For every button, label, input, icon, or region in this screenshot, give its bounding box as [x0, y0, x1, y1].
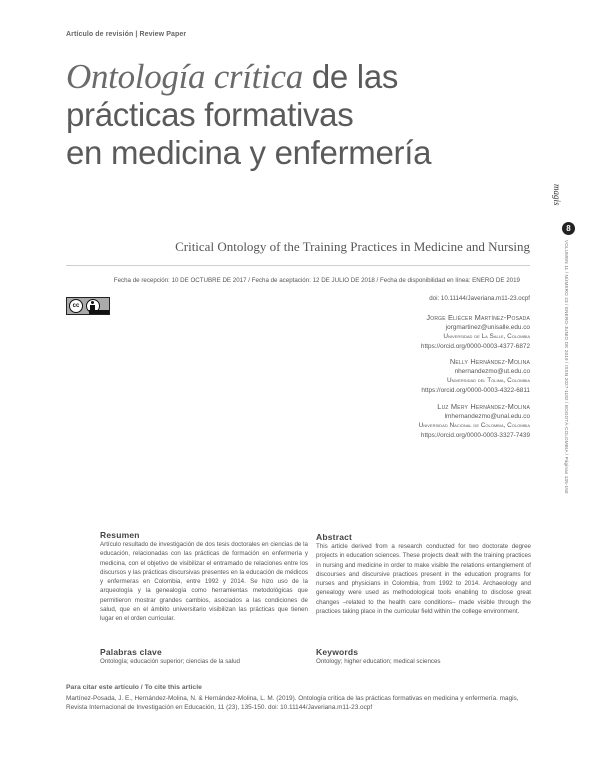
abstract-body: This article derived from a research conducted for two doctorate degree projects in education sciences. These projects dealt with the training practices in nursing and medicine in order to make visible the relations entanglement of discourses and discursive practices present in the education programs for nurses and physicians in Colombia, from 1992 to 2014. Archaeology and genealogy were used as methodological tools enabling to disclose great changes –related to the health care conditions– made visible through the practices taking place in the curricular field within the college environment. — [316, 543, 531, 616]
magis-logo: magis — [552, 184, 562, 206]
dates-line: Fecha de recepción: 10 DE OCTUBRE DE 2017 / Fecha de aceptación: 12 DE JULIO DE 2018 / Fecha de disponibilidad en línea: ENERO DE 2019 — [113, 277, 520, 284]
cc-icon: cc — [69, 299, 83, 313]
english-title: Critical Ontology of the Training Practices in Medicine and Nursing — [175, 239, 530, 254]
resumen-section — [100, 530, 308, 624]
author-block-3 — [419, 402, 530, 440]
cc-license-badge[interactable] — [66, 297, 110, 315]
article-title — [66, 58, 506, 172]
palabras-clave-section — [100, 647, 308, 666]
keywords-heading: Keywords — [316, 647, 359, 657]
author-institution: Universidad Nacional de Colombia, Colombia — [418, 422, 530, 429]
license-strip — [89, 310, 109, 314]
keywords-section — [316, 647, 531, 666]
citation-text: Martínez-Posada, J. E., Hernández-Molina, N. & Hernández-Molina, L. M. (2019). Ontología crítica de las prácticas formativas en medicina y enfermería. magis, Revista Internacional de Investigación en Educación, 11 (23), 135-150. doi: 10.11144/Javeriana.m11-23.ocpf — [66, 695, 519, 712]
author-email[interactable]: lmhernandezmo@unal.edu.co — [444, 412, 530, 420]
author-orcid[interactable]: https://orcid.org/0000-0003-4322-6811 — [421, 386, 530, 394]
keywords-body: Ontology; higher education; medical sciences — [316, 658, 441, 665]
palabras-clave-heading: Palabras clave — [100, 647, 162, 657]
author-orcid[interactable]: https://orcid.org/0000-0003-3327-7439 — [420, 431, 530, 439]
abstract-heading: Abstract — [316, 532, 353, 542]
author-block-1 — [421, 313, 530, 351]
author-institution: Universidad de La Salle, Colombia — [443, 333, 530, 340]
author-institution: Universidad del Tolima, Colombia — [446, 377, 530, 384]
author-block-2 — [421, 357, 530, 395]
title-line2: prácticas formativas — [66, 96, 354, 133]
abstract-section — [316, 532, 531, 616]
author-email[interactable]: jorgmartinez@unisalle.edu.co — [445, 323, 530, 331]
page-badge: 8 — [562, 222, 575, 235]
spine-text: VOLUMEN 11 / NÚMERO 23 / ENERO-JUNIO DE 2019 / ISSN 2027-1182 / BOGOTÁ-COLOMBIA / Páginas 135-150 — [564, 240, 569, 494]
title-italic: Ontología crítica — [66, 57, 303, 96]
author-name: Jorge Eliécer Martínez-Posada — [426, 313, 530, 322]
author-email[interactable]: nhernandezmo@ut.edu.co — [454, 367, 530, 375]
citation-label: Para citar este artículo / To cite this article — [66, 684, 202, 691]
doi-line[interactable]: doi: 10.11144/Javeriana.m11-23.ocpf — [429, 295, 530, 302]
resumen-heading: Resumen — [100, 530, 140, 540]
section-label: Artículo de revisión | Review Paper — [66, 31, 187, 38]
palabras-clave-body: Ontología; educación superior; ciencias de la salud — [100, 658, 240, 665]
title-line3: en medicina y enfermería — [66, 134, 432, 171]
author-name: Nelly Hernández-Molina — [449, 357, 530, 366]
resumen-body: Artículo resultado de investigación de dos tesis doctorales en ciencias de la educación, relacionadas con las prácticas de formación en enfermería y medicina, con el objetivo de visibilizar el entramado de relaciones entre los discursos y las prácticas discursivas presentes en la educación de médicos y enfermeras en Colombia, entre 1992 y 2014. Se hizo uso de la arqueología y la genealogía como herramientas metodológicas que permitieron mostrar grandes cambios, asociados a las condiciones de salud, que en el ámbito universitario visibilizan las prácticas que tienen lugar en el orden curricular. — [100, 541, 308, 623]
author-orcid[interactable]: https://orcid.org/0000-0003-4377-6872 — [420, 342, 530, 350]
title-line1-rest: de las — [302, 58, 399, 95]
divider — [66, 265, 530, 266]
author-name: Luz Mery Hernández-Molina — [437, 402, 530, 411]
